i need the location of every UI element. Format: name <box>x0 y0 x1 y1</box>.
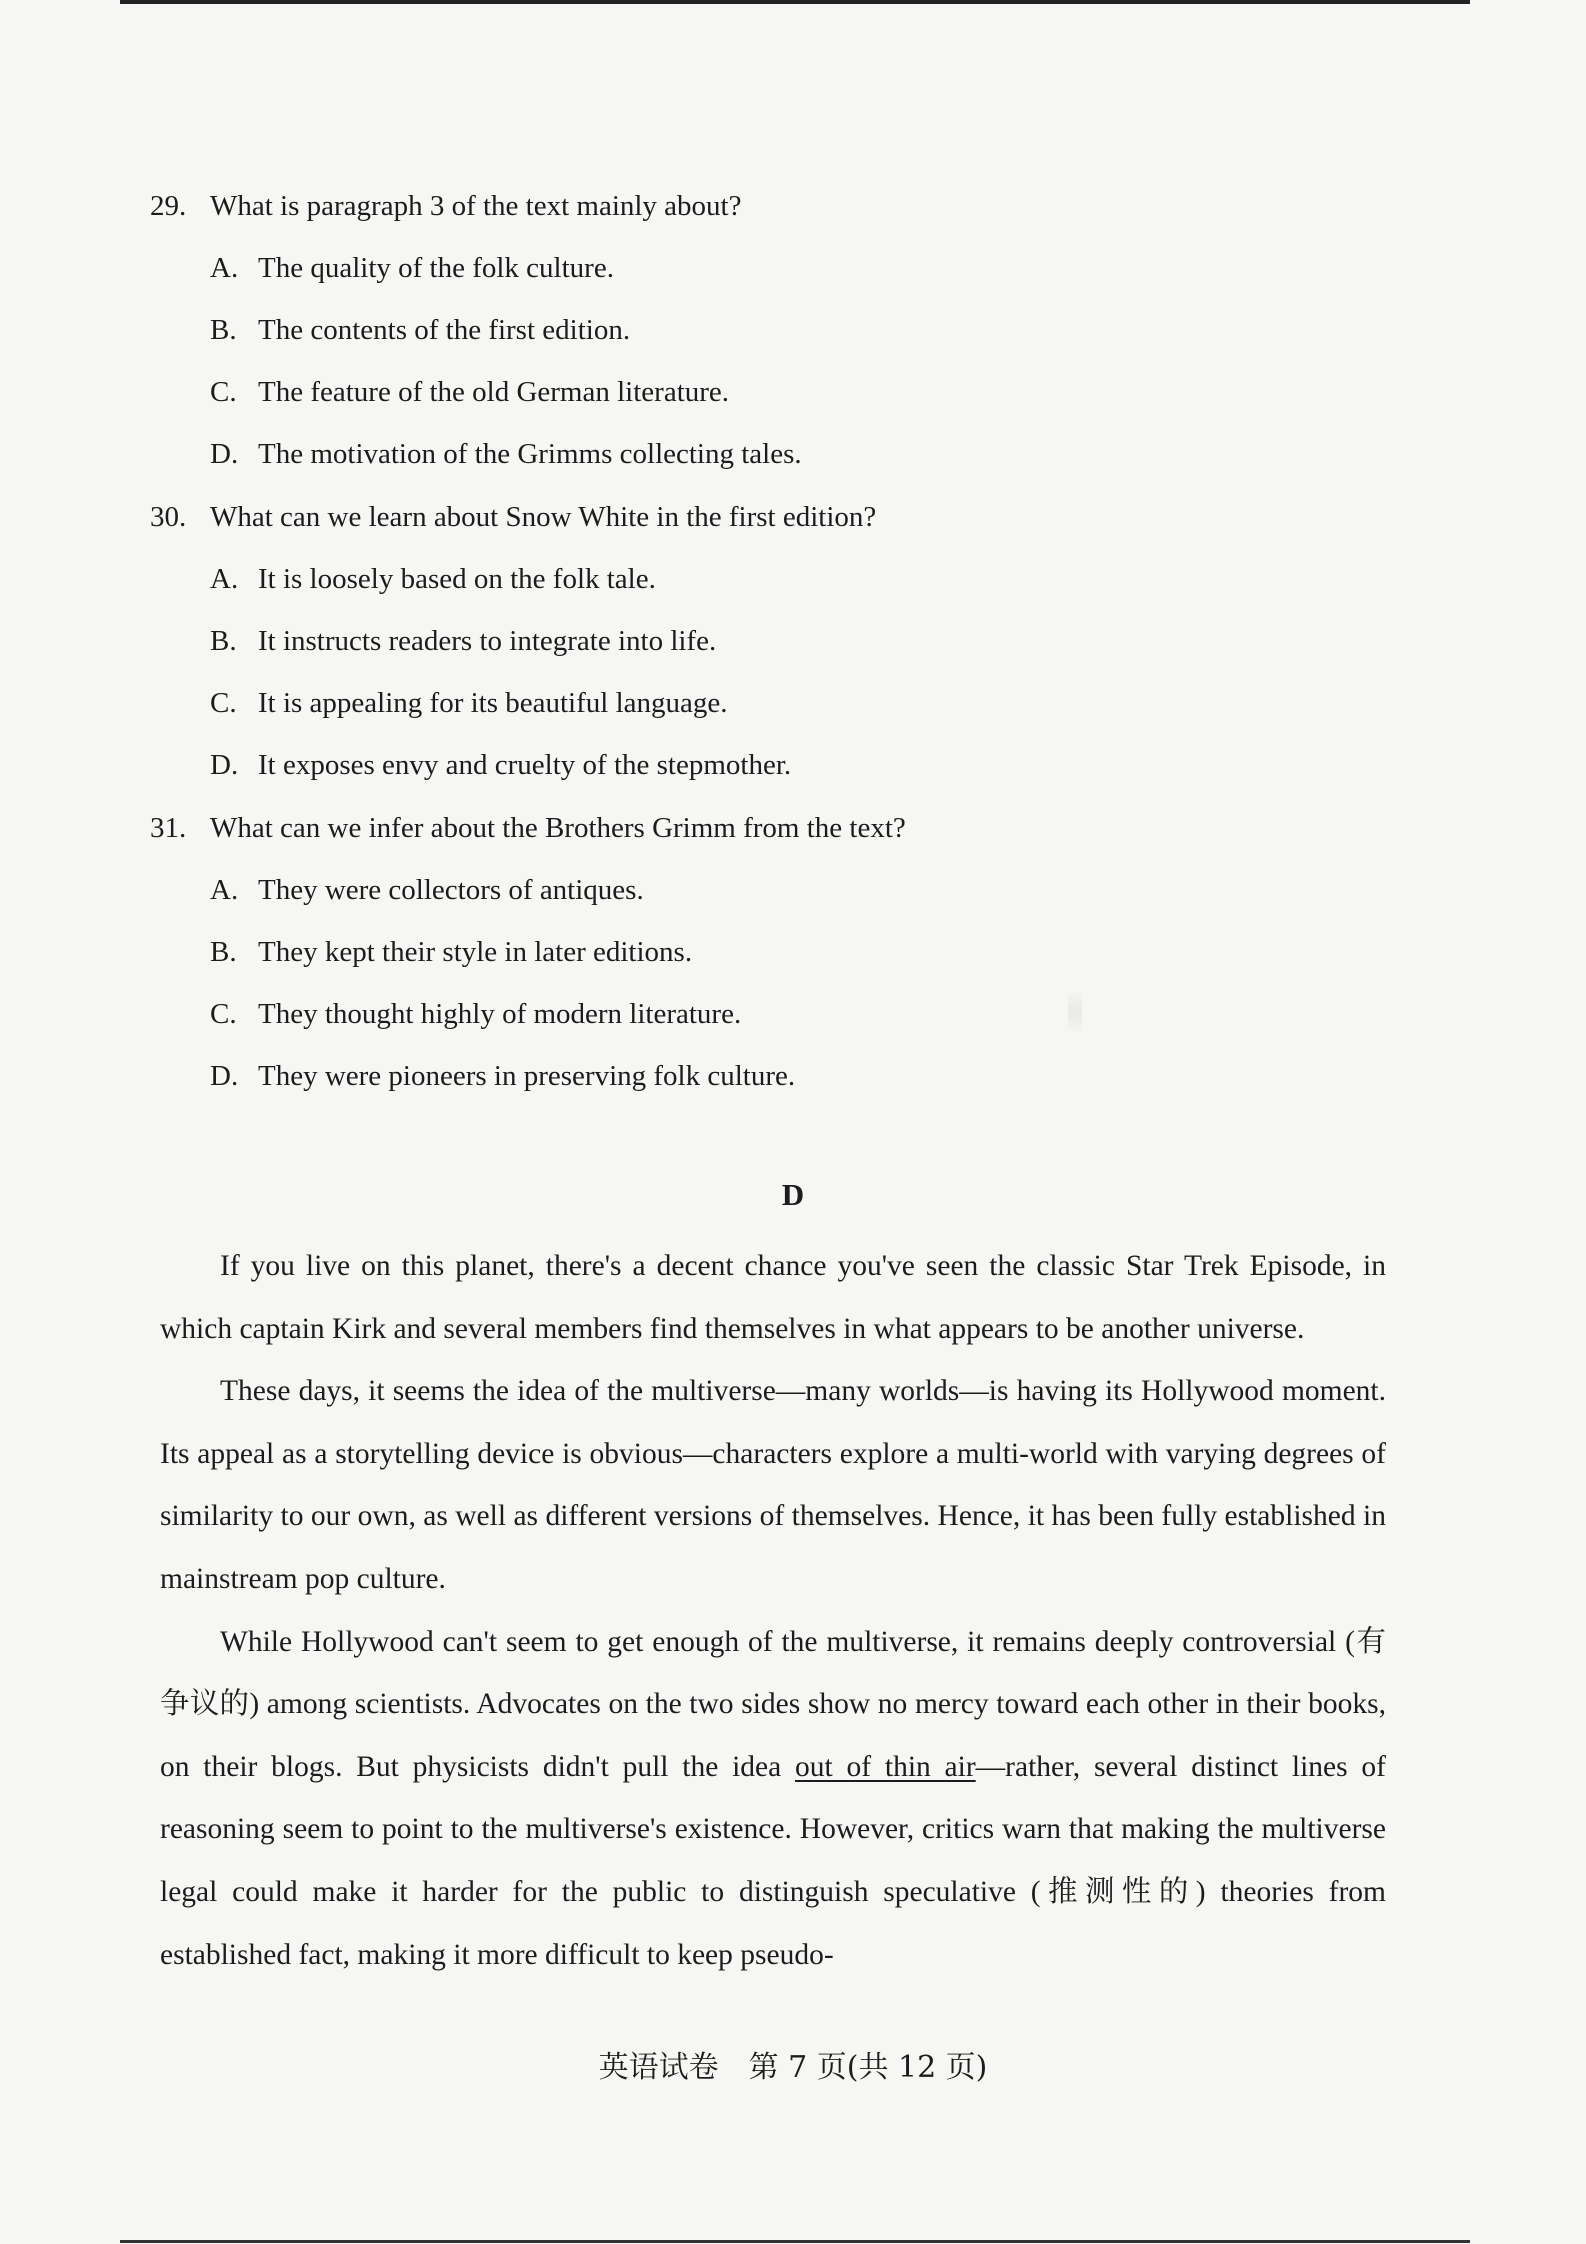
bottom-rule <box>120 2240 1470 2243</box>
option-29-c: C. The feature of the old German literature. <box>210 376 730 408</box>
question-30 <box>150 497 1400 537</box>
option-29-b: B. The contents of the first edition. <box>210 314 631 346</box>
option-30-d: D. It exposes envy and cruelty of the stepmother. <box>210 749 792 781</box>
passage-paragraph-2: These days, it seems the idea of the multiverse—many worlds—is having its Hollywood moment. Its appeal as a storytelling device is obvious—characters explore a multi-world with varying degrees of similarity to our own, as well as different versions of themselves. Hence, it has been fully established in mainstream pop culture. <box>160 1375 1386 1595</box>
reading-passage <box>160 1235 1386 1986</box>
option-29-d: D. The motivation of the Grimms collecting tales. <box>210 438 802 470</box>
option-31-a: A. They were collectors of antiques. <box>210 874 644 906</box>
section-heading: D <box>781 1177 805 1212</box>
top-rule <box>120 0 1470 4</box>
question-number: 29. <box>150 190 187 222</box>
question-text: What is paragraph 3 of the text mainly about? <box>210 190 742 222</box>
question-number: 30. <box>150 501 187 533</box>
passage-paragraph-1: If you live on this planet, there's a decent chance you've seen the classic Star Trek Episode, in which captain Kirk and several members find themselves in what appears to be another universe. <box>160 1250 1386 1345</box>
option-30-c: C. It is appealing for its beautiful language. <box>210 687 728 719</box>
option-30-a: A. It is loosely based on the folk tale. <box>210 563 656 595</box>
scan-artifact <box>1068 990 1082 1034</box>
question-number: 31. <box>150 812 187 844</box>
option-29-a: A. The quality of the folk culture. <box>210 252 614 284</box>
question-text: What can we infer about the Brothers Grimm from the text? <box>210 812 906 844</box>
page-footer: 英语试卷 第 7 页(共 12 页) <box>598 2050 988 2085</box>
option-30-b: B. It instructs readers to integrate into life. <box>210 625 717 657</box>
option-31-c: C. They thought highly of modern literature. <box>210 998 742 1030</box>
question-29 <box>150 186 1400 226</box>
underlined-phrase: out of thin air <box>795 1750 976 1783</box>
option-31-b: B. They kept their style in later editions. <box>210 936 693 968</box>
passage-paragraph-3: While Hollywood can't seem to get enough of the multiverse, it remains deeply controversial (有争议的) among scientists. Advocates on the two sides show no mercy toward each other in their books, on their blogs. But physicists didn't pull the idea out of thin air—rather, several distinct lines of reasoning seem to point to the multiverse's existence. However, critics warn that making the multiverse legal could make it harder for the public to distinguish speculative (推测性的) theories from established fact, making it more difficult to keep pseudo- <box>160 1625 1386 1971</box>
question-text: What can we learn about Snow White in the first edition? <box>210 501 877 533</box>
option-31-d: D. They were pioneers in preserving folk culture. <box>210 1060 796 1092</box>
question-31 <box>150 808 1400 848</box>
